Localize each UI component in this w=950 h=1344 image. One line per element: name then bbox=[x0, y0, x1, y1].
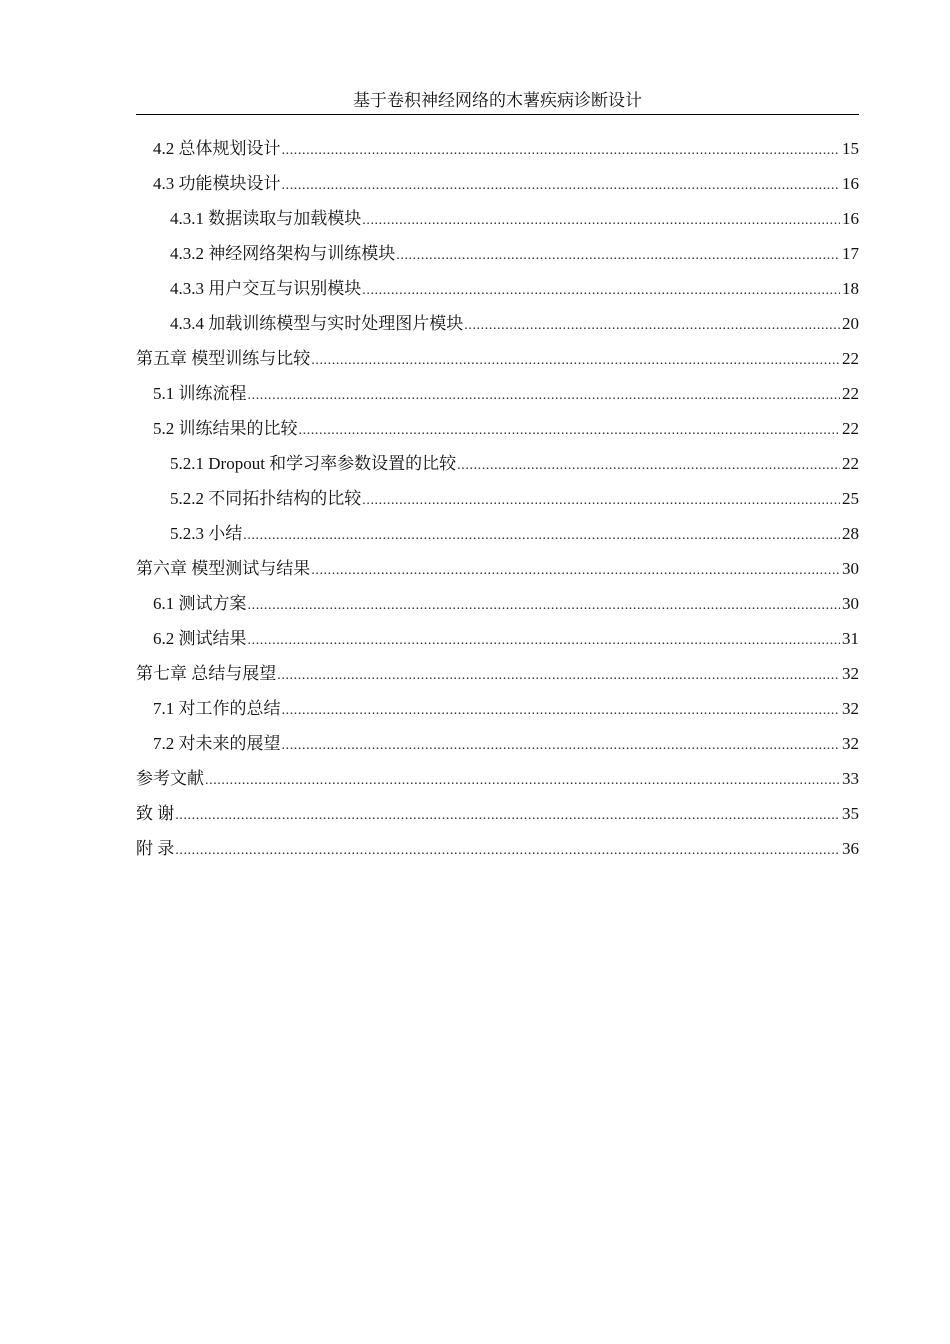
toc-entry-page-number: 15 bbox=[842, 139, 859, 158]
dot-leader bbox=[282, 168, 841, 203]
toc-entry-page-number: 30 bbox=[842, 594, 859, 613]
toc-entry[interactable] bbox=[136, 131, 859, 166]
toc-entry[interactable] bbox=[136, 726, 859, 761]
dot-leader bbox=[175, 833, 840, 868]
dot-leader bbox=[396, 238, 840, 273]
toc-entry[interactable] bbox=[136, 481, 859, 516]
dot-leader bbox=[175, 798, 840, 833]
dot-leader bbox=[248, 588, 841, 623]
toc-entry-page-number: 32 bbox=[842, 664, 859, 683]
toc-entry-title: 4.3.1 数据读取与加载模块 bbox=[170, 209, 362, 228]
toc-entry-title: 附 录 bbox=[136, 839, 175, 858]
toc-entry-title: 5.2 训练结果的比较 bbox=[153, 419, 298, 438]
toc-entry[interactable] bbox=[136, 341, 859, 376]
dot-leader bbox=[311, 343, 840, 378]
dot-leader bbox=[282, 728, 841, 763]
toc-entry-page-number: 36 bbox=[842, 839, 859, 858]
dot-leader bbox=[311, 553, 840, 588]
running-header: 基于卷积神经网络的木薯疾病诊断设计 bbox=[136, 88, 859, 115]
toc-entry[interactable] bbox=[136, 411, 859, 446]
toc-entry-title: 4.3.3 用户交互与识别模块 bbox=[170, 279, 362, 298]
toc-entry-page-number: 22 bbox=[842, 384, 859, 403]
toc-entry[interactable] bbox=[136, 166, 859, 201]
toc-entry-page-number: 22 bbox=[842, 349, 859, 368]
toc-entry[interactable] bbox=[136, 796, 859, 831]
toc-entry[interactable] bbox=[136, 551, 859, 586]
dot-leader bbox=[243, 518, 840, 553]
toc-entry-title: 5.2.2 不同拓扑结构的比较 bbox=[170, 489, 362, 508]
toc-entry[interactable] bbox=[136, 236, 859, 271]
toc-entry-title: 6.2 测试结果 bbox=[153, 629, 247, 648]
dot-leader bbox=[457, 448, 840, 483]
toc-entry[interactable] bbox=[136, 691, 859, 726]
toc-entry-page-number: 31 bbox=[842, 629, 859, 648]
dot-leader bbox=[277, 658, 840, 693]
toc-entry-page-number: 25 bbox=[842, 489, 859, 508]
toc-entry-title: 5.1 训练流程 bbox=[153, 384, 247, 403]
toc-entry[interactable] bbox=[136, 831, 859, 866]
toc-entry[interactable] bbox=[136, 201, 859, 236]
toc-entry-title: 6.1 测试方案 bbox=[153, 594, 247, 613]
toc-entry-title: 4.3.4 加载训练模型与实时处理图片模块 bbox=[170, 314, 464, 333]
toc-entry-page-number: 28 bbox=[842, 524, 859, 543]
toc-entry-page-number: 20 bbox=[842, 314, 859, 333]
toc-entry-page-number: 32 bbox=[842, 699, 859, 718]
toc-entry-title: 参考文献 bbox=[136, 769, 204, 788]
toc-entry-title: 致 谢 bbox=[136, 804, 175, 823]
toc-entry-title: 4.3.2 神经网络架构与训练模块 bbox=[170, 244, 396, 263]
toc-entry-page-number: 22 bbox=[842, 419, 859, 438]
toc-entry-page-number: 16 bbox=[842, 174, 859, 193]
toc-entry[interactable] bbox=[136, 376, 859, 411]
dot-leader bbox=[205, 763, 840, 798]
dot-leader bbox=[362, 483, 840, 518]
toc-entry-title: 4.3 功能模块设计 bbox=[153, 174, 281, 193]
toc-entry-title: 第五章 模型训练与比较 bbox=[136, 349, 311, 368]
dot-leader bbox=[464, 308, 840, 343]
toc-entry-page-number: 17 bbox=[842, 244, 859, 263]
dot-leader bbox=[299, 413, 841, 448]
toc-entry-page-number: 18 bbox=[842, 279, 859, 298]
toc-entry-title: 第七章 总结与展望 bbox=[136, 664, 277, 683]
dot-leader bbox=[248, 623, 841, 658]
toc-entry-title: 5.2.3 小结 bbox=[170, 524, 243, 543]
toc-entry-page-number: 35 bbox=[842, 804, 859, 823]
table-of-contents bbox=[136, 131, 859, 866]
toc-entry[interactable] bbox=[136, 761, 859, 796]
toc-entry[interactable] bbox=[136, 516, 859, 551]
toc-entry-page-number: 22 bbox=[842, 454, 859, 473]
toc-entry-page-number: 30 bbox=[842, 559, 859, 578]
toc-entry[interactable] bbox=[136, 656, 859, 691]
dot-leader bbox=[282, 693, 841, 728]
toc-entry[interactable] bbox=[136, 271, 859, 306]
toc-entry-title: 4.2 总体规划设计 bbox=[153, 139, 281, 158]
dot-leader bbox=[248, 378, 841, 413]
toc-entry-page-number: 16 bbox=[842, 209, 859, 228]
toc-entry-title: 第六章 模型测试与结果 bbox=[136, 559, 311, 578]
toc-entry[interactable] bbox=[136, 621, 859, 656]
toc-entry-page-number: 32 bbox=[842, 734, 859, 753]
toc-entry-title: 7.2 对未来的展望 bbox=[153, 734, 281, 753]
toc-entry[interactable] bbox=[136, 586, 859, 621]
toc-entry-page-number: 33 bbox=[842, 769, 859, 788]
dot-leader bbox=[362, 203, 840, 238]
toc-entry[interactable] bbox=[136, 306, 859, 341]
toc-entry[interactable] bbox=[136, 446, 859, 481]
dot-leader bbox=[362, 273, 840, 308]
dot-leader bbox=[282, 133, 841, 168]
toc-entry-title: 7.1 对工作的总结 bbox=[153, 699, 281, 718]
toc-entry-title: 5.2.1 Dropout 和学习率参数设置的比较 bbox=[170, 454, 457, 473]
